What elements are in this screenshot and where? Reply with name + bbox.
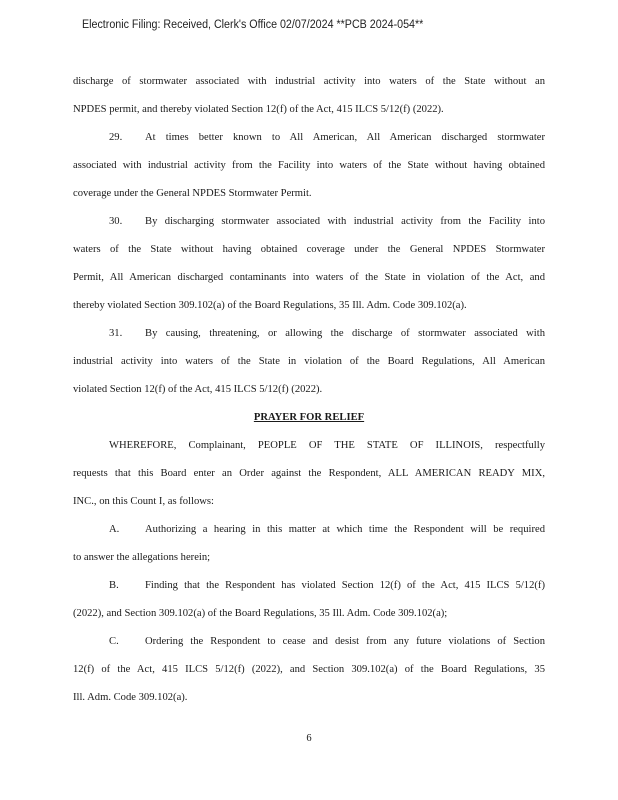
- body-line: requests that this Board enter an Order against the Respondent, ALL AMERICAN READY MIX,: [73, 468, 545, 479]
- document-body: [73, 68, 545, 712]
- body-line: Permit, All American discharged contaminants into waters of the State in violation of the Act, and: [73, 272, 545, 283]
- item-text: Ordering the Respondent to cease and desist from any future violations of Section: [145, 636, 545, 647]
- paragraph-text: By discharging stormwater associated with industrial activity from the Facility into: [145, 216, 545, 227]
- item-letter: A.: [109, 524, 120, 535]
- paragraph-number: 30.: [109, 216, 123, 227]
- item-letter: B.: [109, 580, 119, 591]
- body-line: WHEREFORE, Complainant, PEOPLE OF THE STATE OF ILLINOIS, respectfully: [109, 440, 545, 451]
- body-line: INC., on this Count I, as follows:: [73, 496, 214, 507]
- body-line: 12(f) of the Act, 415 ILCS 5/12(f) (2022), and Section 309.102(a) of the Board Regulations, 35: [73, 664, 545, 675]
- body-line: industrial activity into waters of the State in violation of the Board Regulations, All American: [73, 356, 545, 367]
- item-c-line: [73, 628, 545, 656]
- item-text: Finding that the Respondent has violated Section 12(f) of the Act, 415 ILCS 5/12(f): [145, 580, 545, 591]
- body-line: to answer the allegations herein;: [73, 552, 211, 563]
- prayer-for-relief-heading: PRAYER FOR RELIEF: [253, 412, 365, 423]
- paragraph-number: 31.: [109, 328, 123, 339]
- paragraph-30-line: [73, 208, 545, 236]
- body-line: coverage under the General NPDES Stormwater Permit.: [73, 188, 312, 199]
- body-line: violated Section 12(f) of the Act, 415 ILCS 5/12(f) (2022).: [73, 384, 323, 395]
- body-line: Ill. Adm. Code 309.102(a).: [73, 692, 188, 703]
- body-line: associated with industrial activity from the Facility into waters of the State without having obtained: [73, 160, 545, 171]
- filing-stamp-header: Electronic Filing: Received, Clerk's Office 02/07/2024 **PCB 2024-054**: [82, 19, 424, 31]
- item-b-line: [73, 572, 545, 600]
- item-a-line: [73, 516, 545, 544]
- body-line: discharge of stormwater associated with industrial activity into waters of the State without an: [73, 76, 545, 87]
- paragraph-number: 29.: [109, 132, 123, 143]
- paragraph-text: By causing, threatening, or allowing the discharge of stormwater associated with: [145, 328, 545, 339]
- item-letter: C.: [109, 636, 119, 647]
- body-line: NPDES permit, and thereby violated Section 12(f) of the Act, 415 ILCS 5/12(f) (2022).: [73, 104, 444, 115]
- body-line: (2022), and Section 309.102(a) of the Board Regulations, 35 Ill. Adm. Code 309.102(a);: [73, 608, 448, 619]
- body-line: waters of the State without having obtained coverage under the General NPDES Stormwater: [73, 244, 545, 255]
- page-number: 6: [306, 733, 312, 744]
- body-line: thereby violated Section 309.102(a) of the Board Regulations, 35 Ill. Adm. Code 309.102(a).: [73, 300, 467, 311]
- paragraph-text: At times better known to All American, All American discharged stormwater: [145, 132, 545, 143]
- paragraph-29-line: [73, 124, 545, 152]
- item-text: Authorizing a hearing in this matter at which time the Respondent will be required: [145, 524, 545, 535]
- paragraph-31-line: [73, 320, 545, 348]
